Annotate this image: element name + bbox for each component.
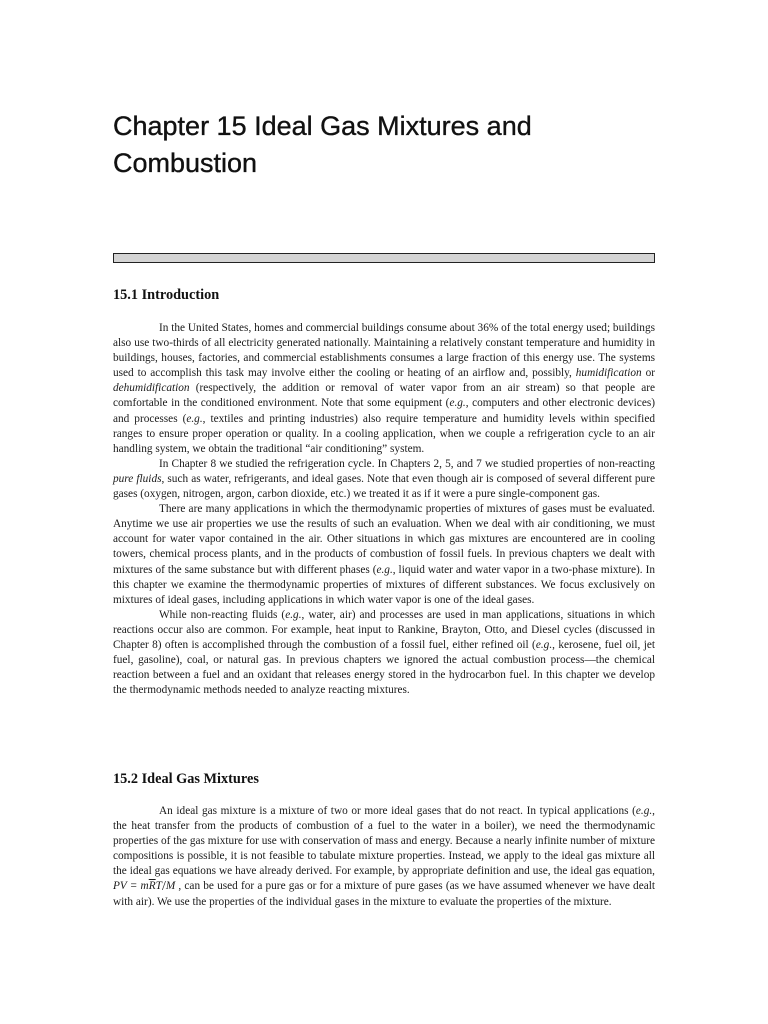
body-paragraph: An ideal gas mixture is a mixture of two or more ideal gases that do not react. In typical applications (e.g., the heat transfer from the products of combustion of a fuel to the water in a boiler), we need the thermodynamic properties of the gas mixture for use with conservation of mass and energy. Because a nearly infinite number of mixture compositions is possible, it is not feasible to tabulate mixture properties. Instead, we apply to the ideal gas mixture all the ideal gas equations we have already derived. For example, by appropriate definition and use, the ideal gas equation, PV = $m\overline{R}T/M$ , can be used for a pure gas or for a mixture of pure gases (as we have assumed whenever we have dealt with air). We use the properties of the individual gases in the mixture to evaluate the properties of the mixture. bbox=[113, 805, 655, 908]
section-body-introduction bbox=[113, 321, 655, 698]
body-paragraph: While non-reacting fluids (e.g., water, air) and processes are used in man applications, situations in which reactions occur also are common. For example, heat input to Rankine, Brayton, Otto, and Diesel cycles (discussed in Chapter 8) often is accomplished through the combustion of a fossil fuel, either refined oil (e.g., kerosene, fuel oil, jet fuel, gasoline), coal, or natural gas. In previous chapters we ignored the actual combustion process—the chemical reaction between a fuel and an oxidant that releases energy stored in the hydrocarbon fuel. In this chapter we develop the thermodynamic methods needed to analyze reacting mixtures. bbox=[113, 608, 655, 697]
ideal-gas-equation: PV = $m\overline{R}T/M$ bbox=[113, 879, 176, 895]
chapter-divider-bar bbox=[113, 253, 655, 263]
chapter-title: Chapter 15 Ideal Gas Mixtures and Combustion bbox=[113, 111, 532, 178]
section-heading-introduction: 15.1 Introduction bbox=[113, 287, 220, 303]
body-paragraph: There are many applications in which the thermodynamic properties of mixtures of gases must be evaluated. Anytime we use air properties we use the results of such an evaluation. When we deal with air conditioning, we must account for water vapor contained in the air. Other situations in which gas mixtures are encountered are in cooling towers, chemical process plants, and in the products of combustion of fossil fuels. In previous chapters we dealt with mixtures of the same substance but with different phases (e.g., liquid water and water vapor in a two-phase mixture). In this chapter we examine the thermodynamic properties of mixtures of different substances. We focus exclusively on mixtures of ideal gases, including applications in which water vapor is one of the ideal gases. bbox=[113, 503, 655, 606]
section-heading-ideal-gas-mixtures: 15.2 Ideal Gas Mixtures bbox=[113, 771, 259, 787]
body-paragraph: In Chapter 8 we studied the refrigeration cycle. In Chapters 2, 5, and 7 we studied properties of non-reacting pure fluids, such as water, refrigerants, and ideal gases. Note that even though air is composed of several different pure gases (oxygen, nitrogen, argon, carbon dioxide, etc.) we treated it as if it were a pure single-component gas. bbox=[113, 457, 655, 501]
body-paragraph: In the United States, homes and commercial buildings consume about 36% of the total energy used; buildings also use two-thirds of all electricity generated nationally. Maintaining a relatively constant temperature and humidity in buildings, houses, factories, and commercial establishments consumes a large fraction of this energy use. The systems used to accomplish this task may involve either the cooling or heating of an airflow and, possibly, humidification or dehumidification (respectively, the addition or removal of water vapor from an air stream) so that people are comfortable in the conditioned environment. Note that some equipment (e.g., computers and other electronic devices) and processes (e.g., textiles and printing industries) also require temperature and humidity levels within specified ranges to ensure proper operation or quality. In a cooling application, when we couple a refrigeration cycle to an air handling system, we obtain the traditional “air conditioning” system. bbox=[113, 322, 655, 455]
section-body-ideal-gas-mixtures bbox=[113, 804, 655, 910]
